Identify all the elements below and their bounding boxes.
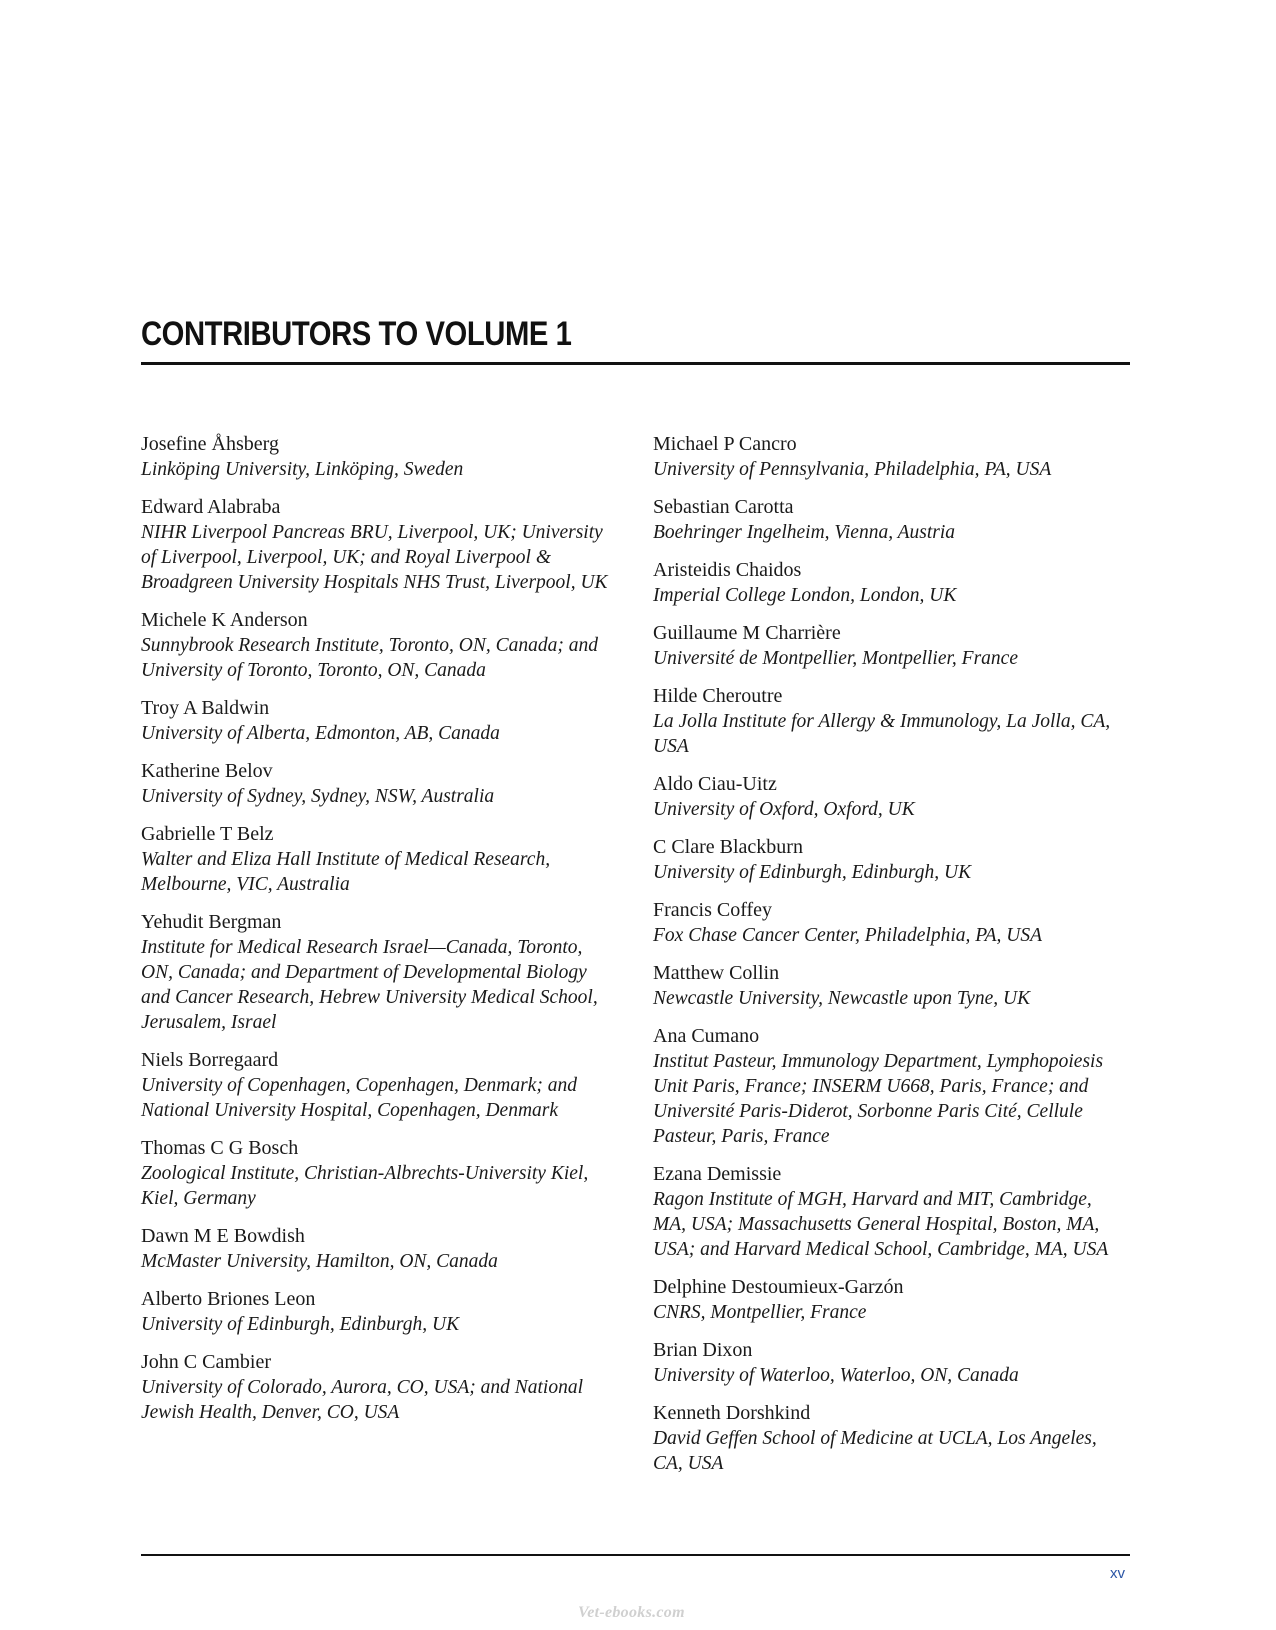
contributor-name: Thomas C G Bosch bbox=[141, 1137, 299, 1159]
contributor-name: Edward Alabraba bbox=[141, 496, 281, 518]
contributor-affiliation: NIHR Liverpool Pancreas BRU, Liverpool, UK; University of Liverpool, Liverpool, UK; and Royal Liverpool & Broadgreen University Hospitals NHS Trust, Liverpool, UK bbox=[141, 522, 608, 593]
contributor-name: Michele K Anderson bbox=[141, 609, 308, 631]
contributor-name: Katherine Belov bbox=[141, 760, 273, 782]
contributor-entry bbox=[653, 558, 1123, 608]
contributor-affiliation: Fox Chase Cancer Center, Philadelphia, PA, USA bbox=[653, 925, 1043, 946]
page-title: CONTRIBUTORS TO VOLUME 1 bbox=[141, 315, 572, 353]
contributor-entry bbox=[653, 1338, 1123, 1388]
contributor-name: Gabrielle T Belz bbox=[141, 823, 274, 845]
contributor-name: Troy A Baldwin bbox=[141, 697, 270, 719]
watermark-logo: Vet-ebooks.com bbox=[578, 1604, 685, 1621]
contributor-entry bbox=[653, 432, 1123, 482]
contributor-name: Niels Borregaard bbox=[141, 1049, 279, 1071]
contributor-affiliation: Ragon Institute of MGH, Harvard and MIT, Cambridge, MA, USA; Massachusetts General Hospital, Boston, MA, USA; and Harvard Medical School, Cambridge, MA, USA bbox=[653, 1189, 1109, 1260]
contributor-name: Alberto Briones Leon bbox=[141, 1288, 316, 1310]
contributor-affiliation: University of Alberta, Edmonton, AB, Canada bbox=[141, 723, 500, 744]
contributor-affiliation: Institut Pasteur, Immunology Department, Lymphopoiesis Unit Paris, France; INSERM U668, Paris, France; and Université Paris-Diderot, Sorbonne Paris Cité, Cellule Pasteur, Paris, France bbox=[653, 1051, 1104, 1147]
page-number: xv bbox=[1110, 1565, 1125, 1582]
contributor-affiliation: Institute for Medical Research Israel—Canada, Toronto, ON, Canada; and Department of Developmental Biology and Cancer Research, Hebrew University Medical School, Jerusalem, Israel bbox=[141, 937, 598, 1033]
contributor-entry bbox=[653, 1401, 1123, 1476]
contributor-affiliation: Sunnybrook Research Institute, Toronto, ON, Canada; and University of Toronto, Toronto, ON, Canada bbox=[141, 635, 598, 681]
contributor-entry bbox=[141, 1224, 611, 1274]
contributors-right-column bbox=[653, 432, 1123, 1489]
contributor-affiliation: McMaster University, Hamilton, ON, Canada bbox=[141, 1251, 498, 1272]
contributor-entry bbox=[653, 772, 1123, 822]
contributor-affiliation: University of Colorado, Aurora, CO, USA; and National Jewish Health, Denver, CO, USA bbox=[141, 1377, 584, 1423]
contributor-affiliation: David Geffen School of Medicine at UCLA, Los Angeles, CA, USA bbox=[653, 1428, 1097, 1474]
title-underline bbox=[141, 362, 1130, 365]
contributor-entry bbox=[141, 1048, 611, 1123]
contributor-affiliation: Imperial College London, London, UK bbox=[653, 585, 957, 606]
contributor-affiliation: Walter and Eliza Hall Institute of Medical Research, Melbourne, VIC, Australia bbox=[141, 849, 551, 895]
contributor-entry bbox=[141, 1350, 611, 1425]
contributor-entry bbox=[141, 759, 611, 809]
contributor-name: Ezana Demissie bbox=[653, 1163, 782, 1185]
contributor-name: Delphine Destoumieux-Garzón bbox=[653, 1276, 904, 1298]
contributor-name: Ana Cumano bbox=[653, 1025, 760, 1047]
contributor-affiliation: University of Waterloo, Waterloo, ON, Canada bbox=[653, 1365, 1019, 1386]
contributor-affiliation: La Jolla Institute for Allergy & Immunology, La Jolla, CA, USA bbox=[653, 711, 1111, 757]
contributor-entry bbox=[141, 696, 611, 746]
contributor-name: Kenneth Dorshkind bbox=[653, 1402, 811, 1424]
contributor-entry bbox=[141, 822, 611, 897]
contributors-left-column bbox=[141, 432, 611, 1438]
contributor-entry bbox=[141, 495, 611, 595]
contributor-entry bbox=[653, 1162, 1123, 1262]
contributor-entry bbox=[141, 910, 611, 1035]
contributor-entry bbox=[653, 621, 1123, 671]
contributor-entry bbox=[653, 495, 1123, 545]
contributor-entry bbox=[141, 1287, 611, 1337]
footer-rule bbox=[141, 1554, 1130, 1556]
contributor-entry bbox=[653, 1275, 1123, 1325]
contributor-affiliation: Newcastle University, Newcastle upon Tyne, UK bbox=[653, 988, 1031, 1009]
contributor-name: Josefine Åhsberg bbox=[141, 433, 279, 455]
contributor-name: Brian Dixon bbox=[653, 1339, 753, 1361]
contributor-affiliation: CNRS, Montpellier, France bbox=[653, 1302, 867, 1323]
contributor-name: Dawn M E Bowdish bbox=[141, 1225, 305, 1247]
contributor-affiliation: University of Pennsylvania, Philadelphia, PA, USA bbox=[653, 459, 1052, 480]
contributor-entry bbox=[141, 432, 611, 482]
contributor-affiliation: University of Copenhagen, Copenhagen, Denmark; and National University Hospital, Copenhagen, Denmark bbox=[141, 1075, 577, 1121]
contributor-affiliation: University of Sydney, Sydney, NSW, Australia bbox=[141, 786, 495, 807]
contributor-name: C Clare Blackburn bbox=[653, 836, 803, 858]
contributor-affiliation: Université de Montpellier, Montpellier, France bbox=[653, 648, 1018, 669]
contributor-entry bbox=[141, 608, 611, 683]
contributor-entry bbox=[653, 898, 1123, 948]
contributor-affiliation: Boehringer Ingelheim, Vienna, Austria bbox=[653, 522, 956, 543]
contributor-name: Yehudit Bergman bbox=[141, 911, 282, 933]
contributor-name: John C Cambier bbox=[141, 1351, 271, 1373]
contributor-name: Hilde Cheroutre bbox=[653, 685, 783, 707]
contributor-name: Francis Coffey bbox=[653, 899, 773, 921]
contributor-name: Sebastian Carotta bbox=[653, 496, 794, 518]
contributor-affiliation: University of Edinburgh, Edinburgh, UK bbox=[653, 862, 972, 883]
contributor-name: Matthew Collin bbox=[653, 962, 780, 984]
contributor-name: Guillaume M Charrière bbox=[653, 622, 841, 644]
contributor-entry bbox=[141, 1136, 611, 1211]
contributor-name: Aristeidis Chaidos bbox=[653, 559, 802, 581]
contributor-affiliation: University of Oxford, Oxford, UK bbox=[653, 799, 915, 820]
contributor-affiliation: Zoological Institute, Christian-Albrechts-University Kiel, Kiel, Germany bbox=[141, 1163, 589, 1209]
contributor-affiliation: Linköping University, Linköping, Sweden bbox=[141, 459, 464, 480]
contributor-affiliation: University of Edinburgh, Edinburgh, UK bbox=[141, 1314, 460, 1335]
contributor-entry bbox=[653, 1024, 1123, 1149]
contributor-entry bbox=[653, 835, 1123, 885]
contributor-entry bbox=[653, 961, 1123, 1011]
contributor-name: Aldo Ciau-Uitz bbox=[653, 773, 777, 795]
contributor-entry bbox=[653, 684, 1123, 759]
contributor-name: Michael P Cancro bbox=[653, 433, 797, 455]
